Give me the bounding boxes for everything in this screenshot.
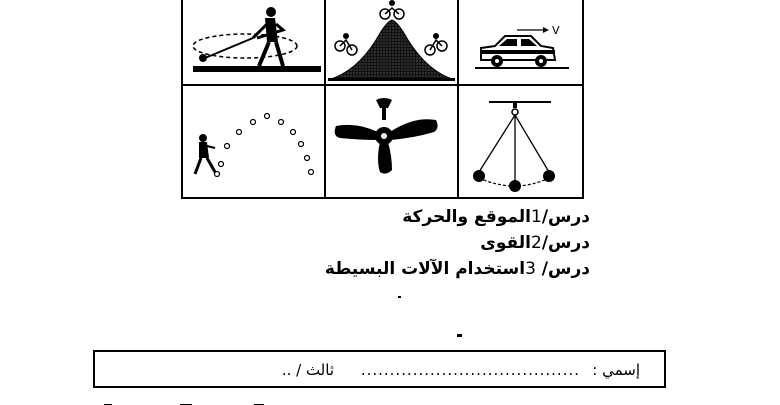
lesson-prefix: درس/ <box>541 207 590 227</box>
car-velocity-label: V <box>552 24 560 37</box>
lesson-number: 3 <box>525 259 536 279</box>
lessons-list <box>300 204 590 282</box>
lesson-line <box>300 230 590 256</box>
student-name-box[interactable] <box>93 350 666 388</box>
lesson-title: الموقع والحركة <box>402 207 531 227</box>
scan-speck <box>457 334 462 337</box>
lesson-prefix: درس/ <box>541 233 590 253</box>
bicycles-hill-picture <box>326 0 457 84</box>
lesson-number: 2 <box>530 233 542 253</box>
lesson-line <box>300 204 590 230</box>
lesson-title: القوى <box>480 233 531 253</box>
cut-off-text-line <box>90 396 270 405</box>
grade-field[interactable]: ثالث / .. <box>281 361 334 379</box>
illustration-grid <box>181 0 584 199</box>
name-blank[interactable]: ...................................... <box>360 361 580 379</box>
pendulum-picture <box>459 86 582 199</box>
kicked-ball-path-picture <box>183 86 324 199</box>
lesson-title: استخدام الآلات البسيطة <box>324 259 526 279</box>
lesson-number: 1 <box>530 207 542 227</box>
lesson-line <box>300 256 590 282</box>
moving-car-picture <box>459 0 582 84</box>
hammer-throw-picture <box>183 0 324 84</box>
name-label: إسمي : <box>592 361 640 379</box>
scan-speck <box>398 296 401 298</box>
lesson-prefix: درس/ <box>535 259 590 279</box>
ceiling-fan-picture <box>326 86 457 199</box>
